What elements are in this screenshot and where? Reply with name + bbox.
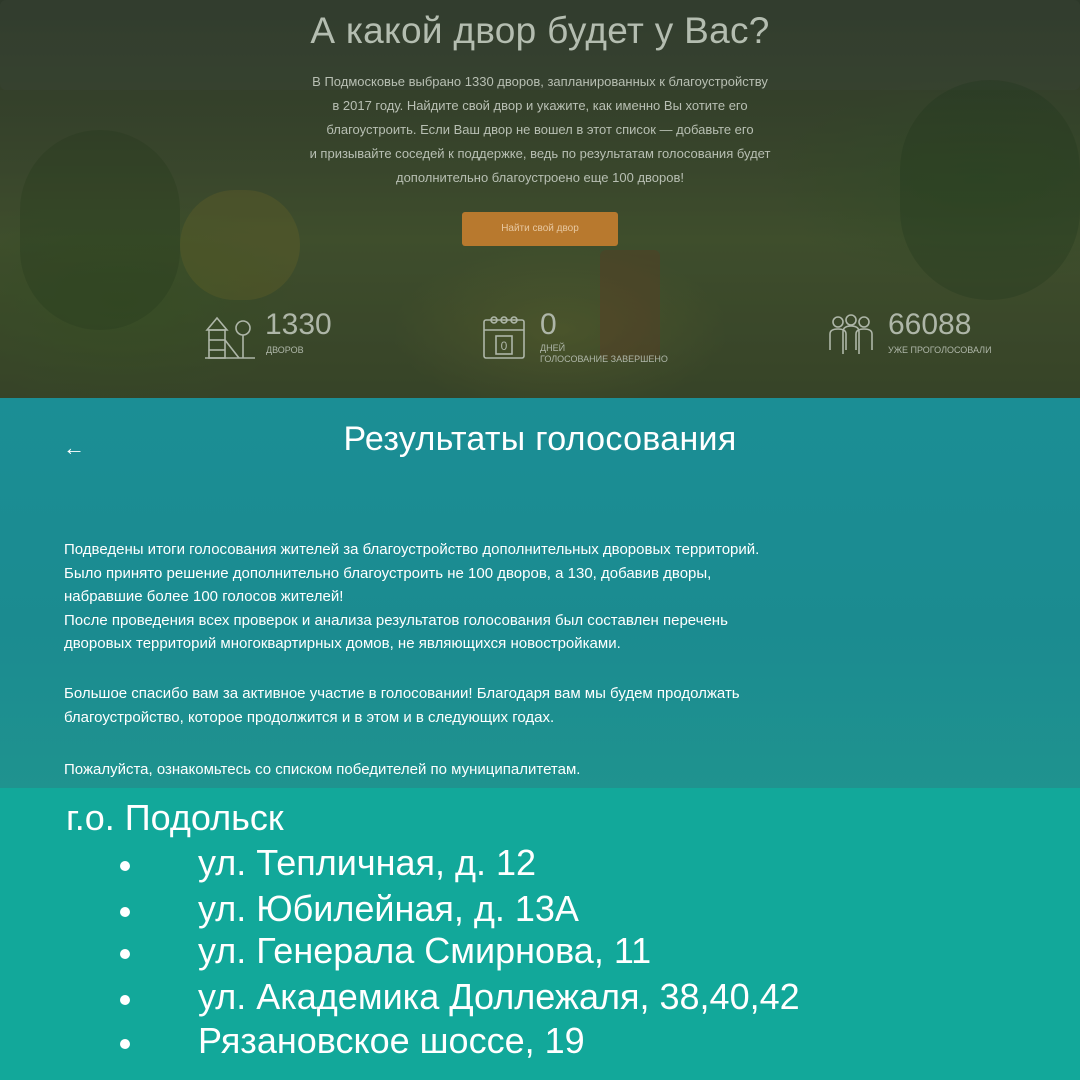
playground-icon (205, 312, 255, 362)
list-item (0, 840, 1080, 886)
results-paragraph (64, 538, 1024, 656)
stat-days-value: 0 (540, 308, 557, 341)
hero-intro-line: в 2017 году. Найдите свой двор и укажите, как именно Вы хотите его (332, 98, 748, 113)
stat-yards-label: ДВОРОВ (266, 345, 304, 355)
hero-title: А какой двор будет у Вас? (310, 10, 770, 51)
people-icon (828, 312, 878, 362)
results-panel (0, 398, 1080, 788)
results-paragraph (64, 758, 1024, 782)
results-title: Результаты голосования (343, 420, 737, 458)
paragraph-line: Подведены итоги голосования жителей за благоустройство дополнительных дворовых территорий. (64, 541, 760, 558)
stat-days-sublabel: ГОЛОСОВАНИЕ ЗАВЕРШЕНО (540, 354, 668, 364)
address-text: ул. Академика Доллежаля, 38,40,42 (198, 976, 800, 1017)
paragraph-line: набравшие более 100 голосов жителей! (64, 588, 344, 605)
winners-list (0, 788, 1080, 1080)
stat-yards-value: 1330 (265, 308, 332, 341)
calendar-icon-digit: 0 (500, 339, 508, 353)
stat-voted-label: УЖЕ ПРОГОЛОСОВАЛИ (888, 345, 992, 355)
paragraph-line: Большое спасибо вам за активное участие в голосовании! Благодаря вам мы будем продолжать (64, 685, 740, 702)
hero-intro-line: дополнительно благоустроено еще 100 дворов! (395, 170, 685, 185)
bullet-icon (120, 949, 130, 959)
stat-days-label: ДНЕЙ (540, 343, 566, 353)
address-text: ул. Юбилейная, д. 13А (198, 888, 579, 929)
hero-banner (0, 0, 1080, 398)
stat-days (482, 308, 702, 368)
stat-yards (205, 308, 385, 368)
paragraph-line: После проведения всех проверок и анализа результатов голосования был составлен перечень (64, 611, 728, 629)
stat-voted-value: 66088 (888, 308, 972, 341)
paragraph-line: дворовых территорий многоквартирных домов, не являющихся новостройками. (64, 635, 621, 652)
address-text: Рязановское шоссе, 19 (198, 1020, 585, 1061)
hero-intro-line: благоустроить. Если Ваш двор не вошел в этот список — добавьте его (326, 122, 754, 137)
bullet-icon (120, 861, 130, 871)
hero-intro (230, 70, 850, 190)
bullet-icon (120, 907, 130, 917)
paragraph-line: Было принято решение дополнительно благоустроить не 100 дворов, а 130, добавив дворы, (64, 564, 712, 582)
address-text: ул. Генерала Смирнова, 11 (198, 930, 652, 971)
stat-voted (828, 308, 1028, 368)
list-item (0, 886, 1080, 932)
city-heading: г.о. Подольск (66, 797, 284, 838)
arrow-left-icon: ← (63, 435, 85, 460)
calendar-icon (482, 312, 532, 362)
paragraph-line: благоустройство, которое продолжится и в этом и в следующих годах. (64, 708, 555, 726)
bullet-icon (120, 995, 130, 1005)
bullet-icon (120, 1039, 130, 1049)
list-item (0, 1018, 1080, 1064)
results-paragraph (64, 682, 1024, 729)
list-item (0, 928, 1080, 974)
find-yard-button[interactable]: Найти свой двор (462, 212, 618, 246)
hero-intro-line: В Подмосковье выбрано 1330 дворов, запланированных к благоустройству (312, 74, 768, 89)
hero-intro-line: и призывайте соседей к поддержке, ведь по результатам голосования будет (309, 146, 771, 161)
address-text: ул. Тепличная, д. 12 (198, 842, 537, 883)
paragraph-line: Пожалуйста, ознакомьтесь со списком победителей по муниципалитетам. (64, 761, 581, 778)
list-item (0, 974, 1080, 1020)
